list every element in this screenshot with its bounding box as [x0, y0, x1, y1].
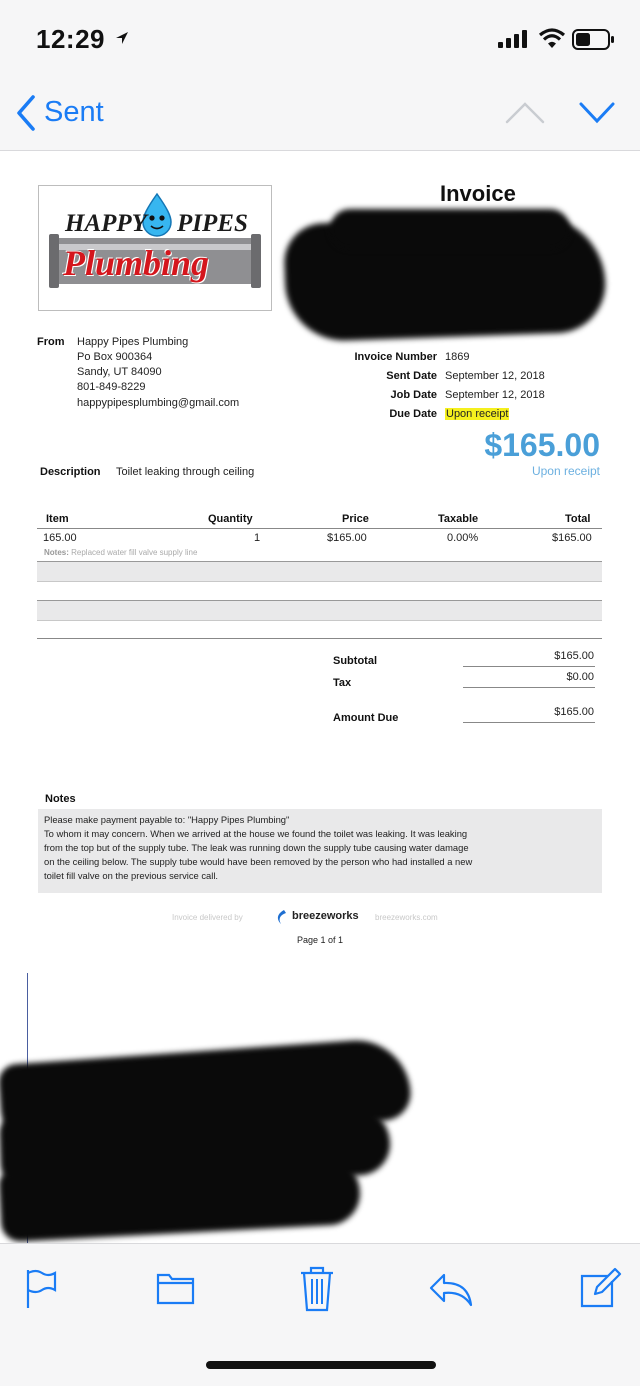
- home-indicator[interactable]: [206, 1361, 436, 1369]
- status-bar: [0, 0, 640, 80]
- table-empty-row: [37, 600, 602, 621]
- flag-icon[interactable]: [24, 1268, 58, 1310]
- note-line: from the top but of the supply tube. The leak was running down the supply tube causing water damage: [44, 842, 469, 853]
- due-date-value: [445, 408, 509, 420]
- back-button[interactable]: Sent: [44, 96, 104, 128]
- footer-brand[interactable]: breezeworks: [292, 910, 359, 922]
- clock: 12:29: [36, 24, 105, 54]
- cellular-signal-icon: [498, 30, 530, 48]
- reply-icon[interactable]: [428, 1272, 474, 1308]
- company-logo: [38, 185, 272, 311]
- row-notes-label: Notes:: [44, 548, 69, 557]
- battery-icon: [572, 29, 616, 51]
- tax-label: Tax: [333, 677, 352, 689]
- subtotal-label: Subtotal: [333, 655, 377, 667]
- from-email[interactable]: happypipesplumbing@gmail.com: [77, 397, 240, 409]
- amount-due-value: $165.00: [554, 706, 594, 718]
- column-header-price: Price: [342, 513, 369, 525]
- page-number: Page 1 of 1: [296, 935, 344, 945]
- subtotal-value: $165.00: [554, 650, 594, 662]
- sent-date-value: September 12, 2018: [445, 370, 545, 382]
- due-date-highlight: Upon receipt: [446, 408, 509, 420]
- back-chevron-icon[interactable]: [14, 94, 38, 132]
- column-header-taxable: Taxable: [438, 513, 479, 525]
- column-header-total: Total: [565, 513, 591, 525]
- total-amount: $165.00: [484, 427, 600, 463]
- logo-text-happy: HAPPY: [65, 210, 147, 237]
- from-address: Po Box 900364: [77, 351, 153, 363]
- tax-value: $0.00: [566, 671, 594, 683]
- table-empty-row: [37, 561, 602, 582]
- due-date-label: Due Date: [389, 408, 437, 420]
- from-company: Happy Pipes Plumbing: [77, 336, 189, 348]
- row-taxable: 0.00%: [447, 532, 479, 544]
- row-item: 165.00: [43, 532, 77, 544]
- notes-title: Notes: [45, 793, 76, 805]
- note-line: To whom it may concern. When we arrived at the house we found the toilet was leaking. It was leaking: [44, 828, 468, 839]
- previous-message-icon[interactable]: [504, 100, 546, 126]
- table-header-rule: [37, 528, 602, 529]
- column-header-item: Item: [46, 513, 69, 525]
- trash-icon[interactable]: [299, 1266, 335, 1312]
- invoice-number-label: Invoice Number: [354, 351, 437, 363]
- note-line: Please make payment payable to: "Happy Pipes Plumbing": [44, 814, 290, 825]
- logo-text-pipes: PIPES: [177, 210, 248, 237]
- summary-rule: [463, 687, 595, 688]
- folder-icon[interactable]: [156, 1271, 196, 1305]
- job-date-value: September 12, 2018: [445, 389, 545, 401]
- next-message-icon[interactable]: [578, 100, 616, 126]
- footer-delivered-by: Invoice delivered by: [172, 913, 243, 922]
- logo-text-plumbing: Plumbing: [63, 243, 210, 283]
- job-date-label: Job Date: [390, 389, 437, 401]
- footer-website[interactable]: breezeworks.com: [375, 913, 438, 922]
- from-phone[interactable]: 801-849-8229: [77, 381, 146, 393]
- invoice-number-value: 1869: [445, 351, 470, 363]
- note-line: toilet fill valve on the previous service call.: [44, 870, 219, 881]
- column-header-quantity: Quantity: [208, 513, 253, 525]
- redaction-mark: [330, 209, 570, 249]
- location-arrow-icon: [114, 30, 130, 46]
- amount-due-label: Amount Due: [333, 712, 399, 724]
- row-notes-text: Replaced water fill valve supply line: [71, 548, 198, 557]
- description-label: Description: [40, 466, 101, 478]
- summary-rule: [463, 722, 595, 723]
- row-total: $165.00: [552, 532, 592, 544]
- invoice-document: [0, 151, 640, 1243]
- compose-icon[interactable]: [578, 1266, 622, 1310]
- from-label: From: [37, 336, 65, 348]
- row-price: $165.00: [327, 532, 367, 544]
- row-quantity: 1: [254, 532, 261, 544]
- sent-date-label: Sent Date: [386, 370, 437, 382]
- summary-rule: [463, 666, 595, 667]
- invoice-title: Invoice: [440, 181, 516, 206]
- table-bottom-rule: [37, 638, 602, 639]
- note-line: on the ceiling below. The supply tube would have been removed by the person who had installed a new: [44, 856, 473, 867]
- from-city: Sandy, UT 84090: [77, 366, 162, 378]
- total-terms: Upon receipt: [531, 464, 600, 478]
- breezeworks-logo-icon: [274, 909, 288, 925]
- row-notes: [44, 548, 197, 557]
- description-value: Toilet leaking through ceiling: [116, 466, 255, 478]
- wifi-icon: [538, 27, 566, 49]
